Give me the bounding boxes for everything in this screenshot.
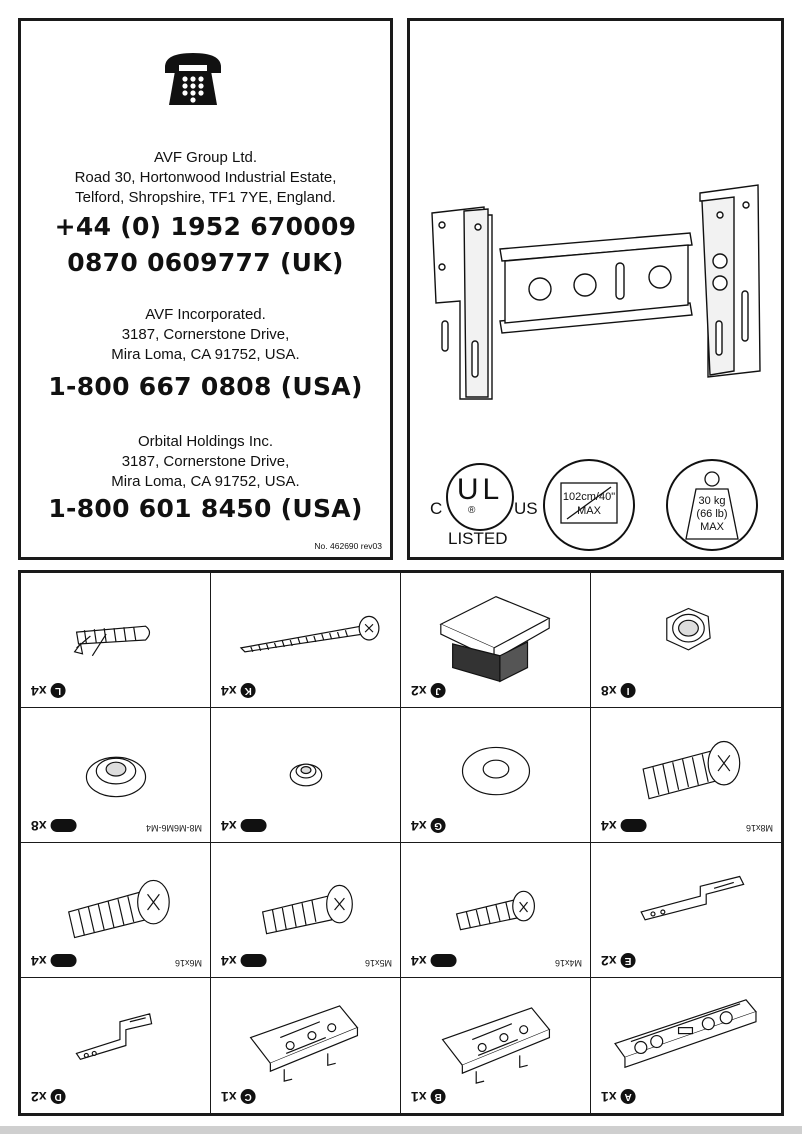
ul-left-letter: C <box>430 499 443 518</box>
screen-size-max: MAX <box>577 505 601 517</box>
part-qty: x1 <box>221 1089 237 1105</box>
fastener-pack-icon <box>241 820 267 833</box>
part-letter: B <box>431 1090 446 1105</box>
part-cell-bolt-m8 <box>591 708 781 843</box>
part-label-i <box>601 683 636 699</box>
screen-size-badge <box>543 459 635 551</box>
part-spec: M6x16 <box>174 958 202 968</box>
part-cell-bolt-m4 <box>401 843 591 978</box>
part-qty: x8 <box>601 683 617 699</box>
page-bottom-strip <box>0 1126 802 1134</box>
part-label-j <box>411 683 446 699</box>
uk-phone-1: +44 (0) 1952 670009 <box>54 212 357 241</box>
part-letter: K <box>241 684 256 699</box>
part-letter: L <box>51 684 66 699</box>
part-cell-bracket-d <box>21 978 211 1113</box>
part-cell-plate-b <box>401 978 591 1113</box>
part-label-a <box>601 1089 636 1105</box>
part-qty: x4 <box>601 818 617 834</box>
usa1-company: AVF Incorporated. <box>145 306 266 323</box>
part-letter: I <box>621 684 636 699</box>
part-cell-small-washer <box>211 708 401 843</box>
part-qty: x2 <box>601 953 617 969</box>
usa2-company: Orbital Holdings Inc. <box>137 433 274 450</box>
telephone-icon <box>161 47 225 109</box>
part-label-c <box>221 1089 256 1105</box>
part-letter: E <box>621 954 636 969</box>
part-qty: x4 <box>31 953 47 969</box>
part-spec: M5x16 <box>364 958 392 968</box>
fastener-pack-icon <box>51 820 77 833</box>
fastener-pack-icon <box>431 955 457 968</box>
fastener-pack-icon <box>621 820 647 833</box>
ul-mark: UL <box>456 473 504 506</box>
part-label-e <box>601 953 636 969</box>
part-cell-wall-plug <box>21 573 211 708</box>
part-label-f-m4 <box>411 953 457 969</box>
part-label-f-m8 <box>601 818 647 834</box>
wall-mount-illustration <box>420 171 775 431</box>
weight-max: MAX <box>700 521 724 533</box>
part-qty: x4 <box>411 818 427 834</box>
uk-company: AVF Group Ltd. <box>153 149 258 166</box>
part-cell-plate-c <box>211 978 401 1113</box>
uk-address-line1: Road 30, Hortonwood Industrial Estate, <box>74 169 337 186</box>
part-qty: x4 <box>31 683 47 699</box>
document-number: No. 462690 rev03 <box>314 541 382 551</box>
part-label-f-small <box>221 818 267 834</box>
part-cell-flat-washer <box>401 708 591 843</box>
part-letter: J <box>431 684 446 699</box>
screen-size-value: 102cm/40" <box>562 491 616 503</box>
part-qty: x1 <box>601 1089 617 1105</box>
part-label-k <box>221 683 256 699</box>
part-letter: C <box>241 1090 256 1105</box>
contact-panel <box>18 18 393 560</box>
part-cell-stepped-washer <box>21 708 211 843</box>
usa2-phone: 1-800 601 8450 (USA) <box>48 494 363 523</box>
fastener-pack-icon <box>241 955 267 968</box>
part-qty: x1 <box>411 1089 427 1105</box>
part-qty: x4 <box>221 953 237 969</box>
part-cell-spacer-block <box>401 573 591 708</box>
part-cell-bolt-m6 <box>21 843 211 978</box>
part-qty: x4 <box>221 818 237 834</box>
uk-phone-2: 0870 0609777 (UK) <box>67 248 344 277</box>
product-panel <box>407 18 784 560</box>
weight-limit-badge <box>666 459 758 551</box>
usa1-address-line1: 3187, Cornerstone Drive, <box>121 326 290 343</box>
part-label-b <box>411 1089 446 1105</box>
usa1-address-line2: Mira Loma, CA 91752, USA. <box>111 346 300 363</box>
weight-kg: 30 kg <box>698 495 726 507</box>
part-label-f-m6 <box>31 953 77 969</box>
part-spec: M4x16 <box>554 958 582 968</box>
part-label-f-stepped <box>31 818 77 834</box>
part-label-f-m5 <box>221 953 267 969</box>
part-cell-bracket-e <box>591 843 781 978</box>
usa2-address-line2: Mira Loma, CA 91752, USA. <box>111 473 300 490</box>
part-letter: D <box>51 1090 66 1105</box>
part-qty: x8 <box>31 818 47 834</box>
ul-listed-label: LISTED <box>448 529 508 548</box>
part-cell-bolt-m5 <box>211 843 401 978</box>
ul-registered: ® <box>468 505 476 516</box>
uk-address-line2: Telford, Shropshire, TF1 7YE, England. <box>75 189 336 206</box>
part-label-d <box>31 1089 66 1105</box>
part-qty: x4 <box>411 953 427 969</box>
part-letter: A <box>621 1090 636 1105</box>
parts-grid <box>18 570 784 1116</box>
weight-lb: (66 lb) <box>696 508 728 520</box>
part-qty: x2 <box>31 1089 47 1105</box>
part-spec: M8-M6M6-M4 <box>145 823 202 833</box>
part-label-g <box>411 818 446 834</box>
usa2-address-line1: 3187, Cornerstone Drive, <box>121 453 290 470</box>
part-spec: M8x16 <box>745 823 773 833</box>
part-cell-lock-nut <box>591 573 781 708</box>
part-cell-wood-screw <box>211 573 401 708</box>
part-qty: x2 <box>411 683 427 699</box>
part-qty: x4 <box>221 683 237 699</box>
part-letter: G <box>431 819 446 834</box>
usa1-phone: 1-800 667 0808 (USA) <box>48 372 363 401</box>
part-label-l <box>31 683 66 699</box>
part-cell-wall-plate-a <box>591 978 781 1113</box>
fastener-pack-icon <box>51 955 77 968</box>
ul-right-letters: US <box>514 499 538 518</box>
